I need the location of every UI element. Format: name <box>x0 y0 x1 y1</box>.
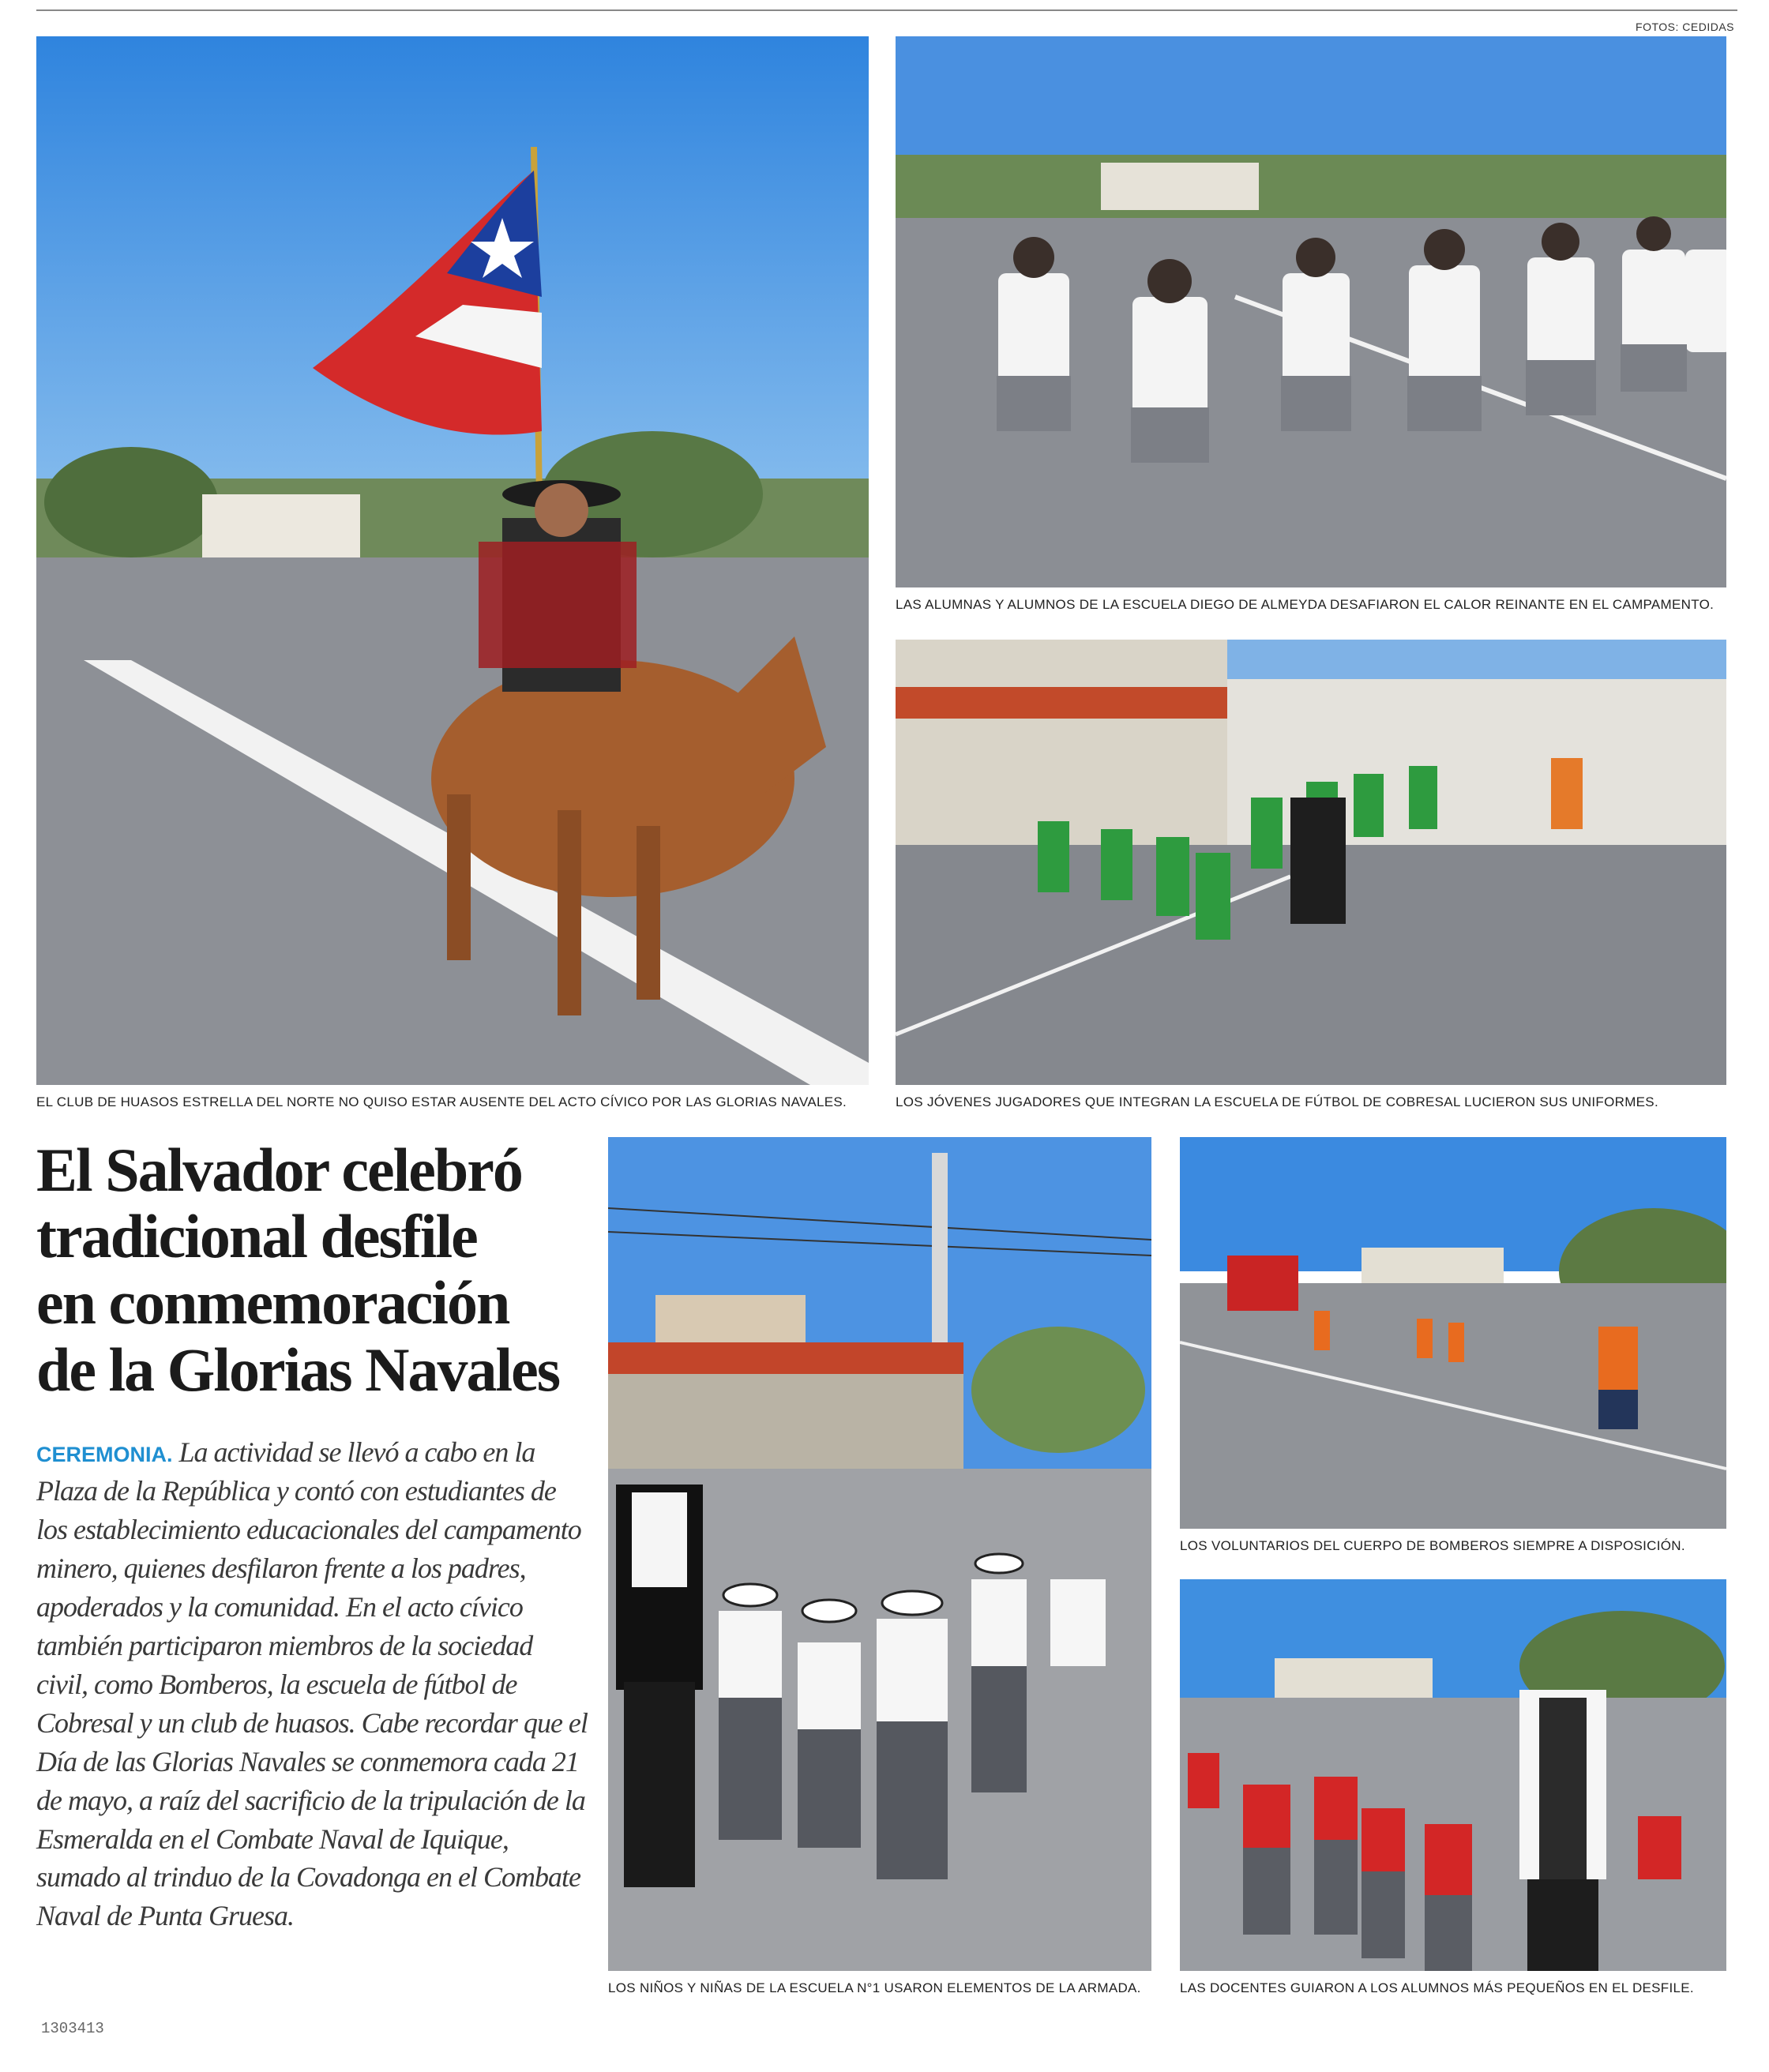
headline-line: de la Glorias Navales <box>36 1334 560 1404</box>
photo-alumnas <box>896 36 1726 587</box>
photo-huaso-flag <box>36 36 869 1085</box>
photo-docentes <box>1180 1579 1726 1971</box>
article-headline <box>36 1137 589 1403</box>
article-code: 1303413 <box>41 2020 104 2037</box>
photo-bomberos <box>1180 1137 1726 1529</box>
headline-line: El Salvador celebró <box>36 1135 522 1204</box>
article-body-text: La actividad se llevó a cabo en la Plaza de la República y contó con estudiantes de los establecimiento educacionales del campamento minero, quienes desfilaron frente a los padres, apoderados y la comunidad. En el acto cívico también participaron miembros de la sociedad civil, como Bomberos, la escuela de fútbol de Cobresal y un club de huasos. Cabe recordar que el Día de las Glorias Navales se conmemora cada 21 de mayo, a raíz del sacrificio de la tripulación de la Esmeralda en el Combate Naval de Iquique, sumado al trinduo de la Covadonga en el Combate Naval de Punta Gruesa. <box>36 1436 588 1932</box>
top-rule <box>36 9 1737 11</box>
caption-huasos: EL CLUB DE HUASOS ESTRELLA DEL NORTE NO QUISO ESTAR AUSENTE DEL ACTO CÍVICO POR LAS GLORIAS NAVALES. <box>36 1094 847 1109</box>
photo-futbol <box>896 640 1726 1085</box>
caption-ninos: LOS NIÑOS Y NIÑAS DE LA ESCUELA N°1 USARON ELEMENTOS DE LA ARMADA. <box>608 1980 1141 1995</box>
headline-line: tradicional desfile <box>36 1202 477 1271</box>
headline-line: en conmemoración <box>36 1268 509 1338</box>
article-body <box>36 1433 589 1935</box>
photo-credit: FOTOS: CEDIDAS <box>1636 21 1734 33</box>
photo-ninos-armada <box>608 1137 1151 1971</box>
caption-futbol: LOS JÓVENES JUGADORES QUE INTEGRAN LA ESCUELA DE FÚTBOL DE COBRESAL LUCIERON SUS UNIFORMES. <box>896 1094 1658 1109</box>
caption-bomberos: LOS VOLUNTARIOS DEL CUERPO DE BOMBEROS SIEMPRE A DISPOSICIÓN. <box>1180 1538 1685 1553</box>
caption-alumnas: LAS ALUMNAS Y ALUMNOS DE LA ESCUELA DIEGO DE ALMEYDA DESAFIARON EL CALOR REINANTE EN EL CAMPAMENTO. <box>896 597 1715 612</box>
article-kicker: CEREMONIA. <box>36 1443 173 1466</box>
caption-docentes: LAS DOCENTES GUIARON A LOS ALUMNOS MÁS PEQUEÑOS EN EL DESFILE. <box>1180 1980 1694 1995</box>
